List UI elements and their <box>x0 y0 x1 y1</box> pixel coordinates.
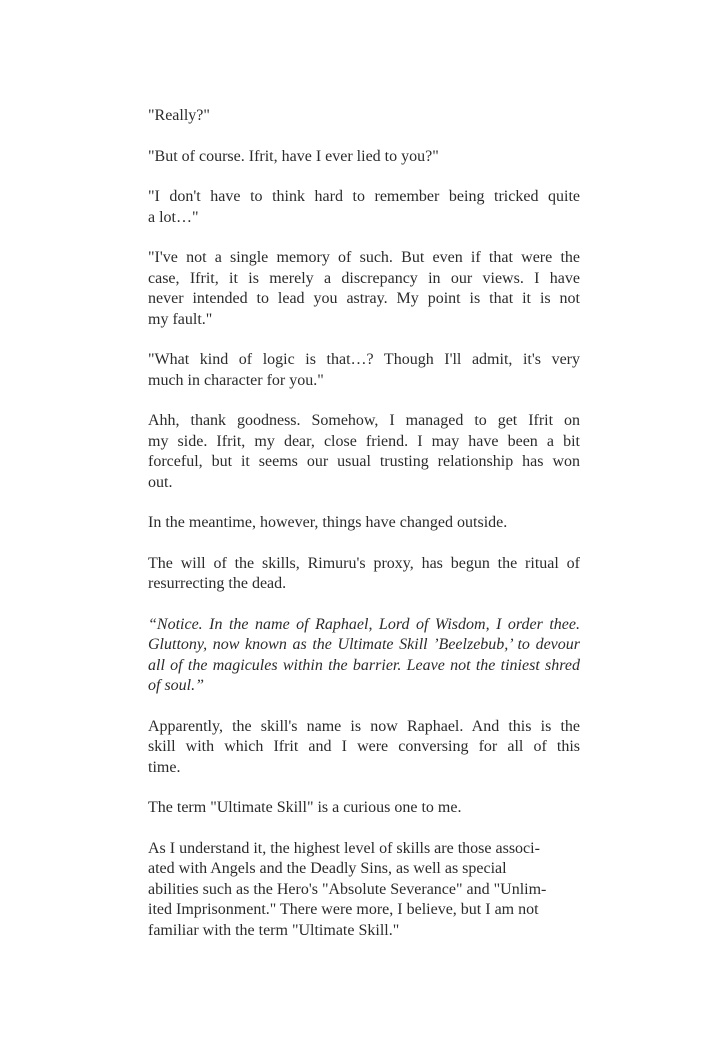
text-line: skill with which Ifrit and I were conversing for all of this <box>148 738 580 755</box>
paragraph <box>148 513 580 534</box>
text-line: out. <box>148 473 173 491</box>
text-line: of soul.” <box>148 677 205 694</box>
text-line: "What kind of logic is that…? Though I'll admit, it's very <box>148 351 580 368</box>
paragraph <box>148 350 580 391</box>
text-line: ited Imprisonment." There were more, I believe, but I am not <box>148 901 539 918</box>
paragraph <box>148 554 580 595</box>
text-line: "Really?" <box>148 107 210 124</box>
text-line: “Notice. In the name of Raphael, Lord of Wisdom, I order thee. <box>148 615 580 633</box>
text-line: all of the magicules within the barrier. Leave not the tiniest shred <box>148 656 580 674</box>
paragraph <box>148 411 580 493</box>
text-column <box>148 106 580 941</box>
paragraph <box>148 147 580 168</box>
text-line: familiar with the term "Ultimate Skill." <box>148 921 400 939</box>
text-line: a lot…" <box>148 208 199 226</box>
paragraph <box>148 798 580 819</box>
text-line: my fault." <box>148 310 213 328</box>
text-line: much in character for you." <box>148 371 324 389</box>
text-line: case, Ifrit, it is merely a discrepancy in our views. I have <box>148 269 580 287</box>
text-line: The term "Ultimate Skill" is a curious one to me. <box>148 799 462 816</box>
text-line: In the meantime, however, things have changed outside. <box>148 514 508 531</box>
text-line: forceful, but it seems our usual trusting relationship has won <box>148 453 580 470</box>
text-line: The will of the skills, Rimuru's proxy, has begun the ritual of <box>148 554 580 572</box>
text-line: As I understand it, the highest level of skills are those associ- <box>148 839 540 857</box>
text-line: abilities such as the Hero's "Absolute Severance" and "Unlim- <box>148 880 547 898</box>
paragraph <box>148 248 580 330</box>
text-line: time. <box>148 758 181 776</box>
paragraph <box>148 106 580 127</box>
text-line: Apparently, the skill's name is now Raphael. And this is the <box>148 717 580 735</box>
text-line: never intended to lead you astray. My point is that it is not <box>148 290 580 307</box>
text-line: Gluttony, now known as the Ultimate Skill ’Beelzebub,’ to devour <box>148 636 580 653</box>
text-line: "I don't have to think hard to remember being tricked quite <box>148 188 580 205</box>
text-line: resurrecting the dead. <box>148 575 287 592</box>
text-line: my side. Ifrit, my dear, close friend. I may have been a bit <box>148 432 580 450</box>
telepathy-quote-paragraph <box>148 615 580 697</box>
text-line: "But of course. Ifrit, have I ever lied to you?" <box>148 147 439 165</box>
text-line: "I've not a single memory of such. But even if that were the <box>148 249 580 266</box>
paragraph <box>148 839 580 942</box>
paragraph <box>148 717 580 779</box>
text-line: Ahh, thank goodness. Somehow, I managed to get Ifrit on <box>148 412 580 429</box>
paragraph <box>148 187 580 228</box>
text-line: ated with Angels and the Deadly Sins, as well as special <box>148 860 507 877</box>
